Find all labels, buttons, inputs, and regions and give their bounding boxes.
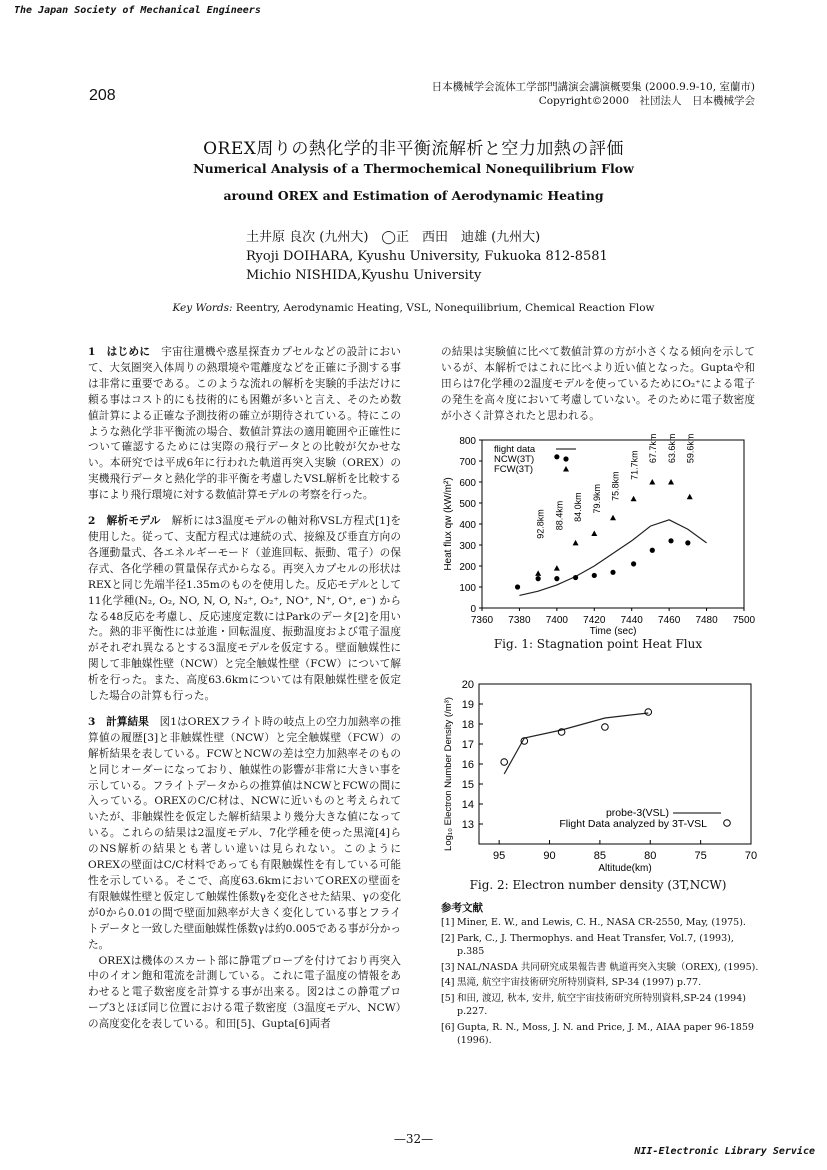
flight-data-point [645,709,652,716]
y-tick-label: 400 [459,520,476,531]
x-tick-label: 7360 [470,615,494,626]
altitude-label: 79.9km [591,483,602,514]
reference-text: NAL/NASDA 共同研究成果報告書 軌道再突入実験（OREX), (1995). [457,961,759,973]
footer-page-number: —32— [393,1132,434,1146]
reference-item [441,916,759,930]
altitude-label: 63.6km [666,433,677,464]
x-tick-label: 7420 [583,615,606,626]
x-axis-label: Time (sec) [589,626,637,637]
fcw-point [687,494,693,500]
ncw-point [554,576,559,581]
x-tick-label: 7440 [620,615,643,626]
legend-flight-swatch [724,820,731,827]
author-2-affiliation: Michio NISHIDA,Kyushu University [246,268,482,283]
y-tick-label: 14 [461,799,474,811]
ncw-point [685,540,690,545]
page-number: 208 [89,87,116,104]
title-english-line-1: Numerical Analysis of a Thermochemical Nonequilibrium Flow [193,161,634,176]
title-english-line-2: around OREX and Estimation of Aerodynamic Heating [223,188,604,203]
y-axis-label: Log₁₀ Electron Number Density (/m³) [443,697,454,851]
figure-2-caption: Fig. 2: Electron number density (3T,NCW) [469,878,727,892]
figure-1-plot [443,434,756,637]
section-1-heading: 1 はじめに [88,346,151,358]
society-header: The Japan Society of Mechanical Engineers [14,5,261,16]
figure-1-heat-flux-chart [437,430,759,638]
flight-data-point [602,724,609,731]
y-tick-label: 800 [459,436,476,447]
ncw-point [650,548,655,553]
ncw-point [592,573,597,578]
reference-item [441,976,759,990]
x-tick-label: 90 [543,850,556,862]
flight-data-line [519,520,706,596]
authors-japanese: 土井原 良次 (九州大) ◯正 西田 迪雄 (九州大) [246,230,541,245]
references-title: 参考文献 [441,902,483,914]
y-tick-label: 700 [459,457,476,468]
conference-line-1: 日本機械学会流体工学部門講演会講演概要集 (2000.9.9-10, 室蘭市) [431,81,755,93]
y-tick-label: 200 [459,562,476,573]
altitude-label: 84.0km [573,492,584,522]
section-1-paragraph [88,345,401,504]
x-tick-label: 75 [694,850,707,862]
altitude-label: 67.7km [648,433,659,464]
y-tick-label: 18 [461,719,474,731]
ncw-point [668,538,673,543]
fcw-point [631,496,637,502]
altitude-label: 59.6km [685,433,696,464]
left-column [88,345,401,1040]
legend-flight-label: flight data [494,444,536,455]
fcw-point [591,530,597,536]
legend-probe-label: probe-3(VSL) [605,807,669,819]
fcw-point [649,479,655,485]
ncw-point [515,584,520,589]
right-column-paragraph: の結果は実験値に比べて数値計算の方が小さくなる傾向を示しているが、本解析ではこれに比べより近い値となった。Guptaや和田らは7化学種の2温度モデルを使っているためにO₂⁺による電子の発生を高々度において考慮していない。そのために電子数密度が小さく計算されたと思われる。 [441,346,755,422]
reference-text: 黒滝, 航空宇宙技術研究所特別資料, SP-34 (1997) p.77. [457,977,702,988]
legend-fcw-swatch [563,466,569,472]
section-2-paragraph [88,514,401,705]
y-axis-label: Heat flux qw (kW/m²) [443,477,454,571]
keywords-label: Key Words: [172,302,233,314]
x-tick-label: 7500 [732,615,756,626]
altitude-label: 75.8km [610,471,621,501]
reference-text: 和田, 渡辺, 秋本, 安井, 航空宇宙技術研究所特別資料,SP-24 (1994) p.227. [457,992,746,1017]
fcw-point [573,540,579,546]
x-tick-label: 70 [744,850,758,862]
reference-number: [1] [441,917,455,928]
section-3-paragraph [88,715,401,954]
reference-number: [6] [441,1021,455,1033]
x-tick-label: 95 [493,850,506,862]
ncw-point [536,576,541,581]
figure-1-caption: Fig. 1: Stagnation point Heat Flux [493,637,703,651]
reference-text: Park, C., J. Thermophys. and Heat Transfer, Vol.7, (1993), p.385 [457,932,734,957]
reference-item [441,932,759,959]
altitude-label: 71.7km [629,450,640,480]
flight-data-point [501,759,508,766]
y-tick-label: 300 [459,541,476,552]
ncw-point [554,454,559,459]
authors-block [246,228,608,285]
fcw-point [668,479,674,485]
y-tick-label: 15 [461,779,474,791]
y-tick-label: 16 [461,759,474,771]
y-tick-label: 0 [470,604,476,615]
right-column-text [441,345,755,432]
section-3-text: 図1はOREXフライト時の岐点上の空力加熱率の推算値の履歴[3]と非触媒性壁（NCW）と完全触媒壁（FCW）の解析結果を表している。FCWとNCWの差は空力加熱率そのものと同じオーダーになっており、触媒性の影響が非常に大きい事を示している。フライトデータからの推算値はNCWとFCWの間に入っている。OREXのC/C材は、NCWに近いものと考えられていたが、非触媒性を仮定した解析結果より幾分大きな値になっている。これらの結果は2温度モデル、7化学種を使った黒滝[4]らのNS解析の結果とも著しい違いは見られない。このようにOREXの壁面はC/C材料であっても有限触媒性を有している可能性を示している。そこで、高度63.6kmにおいてOREXの壁面を有限触媒性壁と仮定して触媒性係数γを変化させた結果、γの変化が0から0.01の間で壁面加熱率が大きく変化している事とフライトデータと一致した壁面触媒性係数γは約0.005である事が分かった。 [88,715,402,951]
altitude-label: 92.8km [535,509,546,539]
x-axis-label: Altitude(km) [598,863,652,874]
x-tick-label: 85 [593,850,607,862]
section-3-heading: 3 計算結果 [88,715,149,728]
reference-number: [4] [441,977,455,988]
y-tick-label: 600 [459,478,476,489]
legend-flight-label: Flight Data analyzed by 3T-VSL [559,818,707,830]
fcw-point [610,515,616,521]
x-tick-label: 80 [644,850,657,862]
legend-ncw-swatch [563,456,568,461]
reference-item [441,961,759,975]
y-tick-label: 20 [461,679,474,691]
keywords-text: Reentry, Aerodynamic Heating, VSL, Nonequilibrium, Chemical Reaction Flow [232,302,655,314]
y-tick-label: 19 [461,699,474,711]
y-tick-label: 13 [461,819,474,831]
reference-number: [5] [441,992,455,1004]
figure-2-plot [443,679,757,874]
keywords [0,302,827,314]
fcw-point [535,570,541,576]
section-1-text: 宇宙往還機や惑星探査カプセルなどの設計において、大気圏突入体周りの熱環境や電離度などを正確に予測する事は非常に重要である。このような流れの解析を実験的手法だけに頼る事はコスト的にも技術的にも困難が多いと言え、そのため数値計算による正確な予測技術の確立が期待されている。特にこのような熱化学非平衡流の場合、数値計算法の適用範囲や正確性について確認するためには実際の飛行データとの比較が欠かせない。本研究では平成6年に行われた軌道再突入実験（OREX）の実機飛行データと熱化学的非平衡を考慮したVSL解析を比較する事により飛行環境に対する数値計算モデルの考察を行った。 [88,346,401,502]
x-tick-label: 7480 [695,615,718,626]
references-list [441,916,759,1050]
conference-info [432,80,755,108]
legend-ncw-label: NCW(3T) [494,454,535,465]
section-2-heading: 2 解析モデル [88,515,161,528]
y-tick-label: 100 [459,583,476,594]
legend-fcw-label: FCW(3T) [494,464,534,475]
section-2-text: 解析には3温度モデルの軸対称VSL方程式[1]を使用した。従って、支配方程式は連続の式、接線及び垂直方向の各運動量式、各エネルギーモード（並進回転、振動、電子）の保存式、各化学種の質量保存式からなる。再突入カプセルの形状はREXと同じ先端半径1.35mのものを使用した。反応モデルとして11化学種(N₂, O₂, NO, N, O, N₂⁺, O₂⁺, NO⁺, N⁺, O⁺, e⁻) からなる48反応を考慮し、反応速度定数にはParkのデータ[2]を用いた。熱的非平衡性には並進・回転温度、振動温度および電子温度がそれぞれ異なるとする3温度モデルを仮定する。壁面触媒性に関して非触媒性壁（NCW）と完全触媒性壁（FCW）について解析を行った。また、高度63.6kmについては有限触媒性壁を仮定した場合の計算も行った。 [88,515,401,703]
reference-text: Gupta, R. N., Moss, J. N. and Price, J. M., AIAA paper 96-1859 (1996). [457,1021,754,1046]
x-tick-label: 7460 [658,615,681,626]
x-tick-label: 7400 [545,615,568,626]
fcw-point [554,565,560,571]
title-japanese: OREX周りの熱化学的非平衡流解析と空力加熱の評価 [203,139,624,159]
ncw-point [573,575,578,580]
reference-number: [3] [441,961,455,973]
footer-service: NII-Electronic Library Service [634,1146,815,1157]
figure-2-electron-density-chart [437,676,759,878]
reference-item [441,992,759,1019]
author-1-affiliation: Ryoji DOIHARA, Kyushu University, Fukuoka 812-8581 [246,249,608,264]
y-tick-label: 17 [461,739,474,751]
ncw-point [631,561,636,566]
y-tick-label: 500 [459,499,476,510]
ncw-point [610,570,615,575]
section-3-paragraph-2: OREXは機体のスカート部に静電プローブを付けており再突入中のイオン飽和電流を計測している。これに電子温度の情報をあわせると電子数密度を計算する事が出来る。図2はこの静電プローブ3とほぼ同じ位置における電子数密度（3温度モデル、NCW）の高度変化を表している。和田[5]、Gupta[6]両者 [88,954,401,1031]
reference-number: [2] [441,932,455,944]
conference-line-2: Copyright©2000 社団法人 日本機械学会 [538,95,755,107]
altitude-label: 88.4km [554,500,565,531]
x-tick-label: 7380 [508,615,531,626]
reference-item [441,1021,759,1048]
reference-text: Miner, E. W., and Lewis, C. H., NASA CR-2550, May, (1975). [457,917,746,928]
